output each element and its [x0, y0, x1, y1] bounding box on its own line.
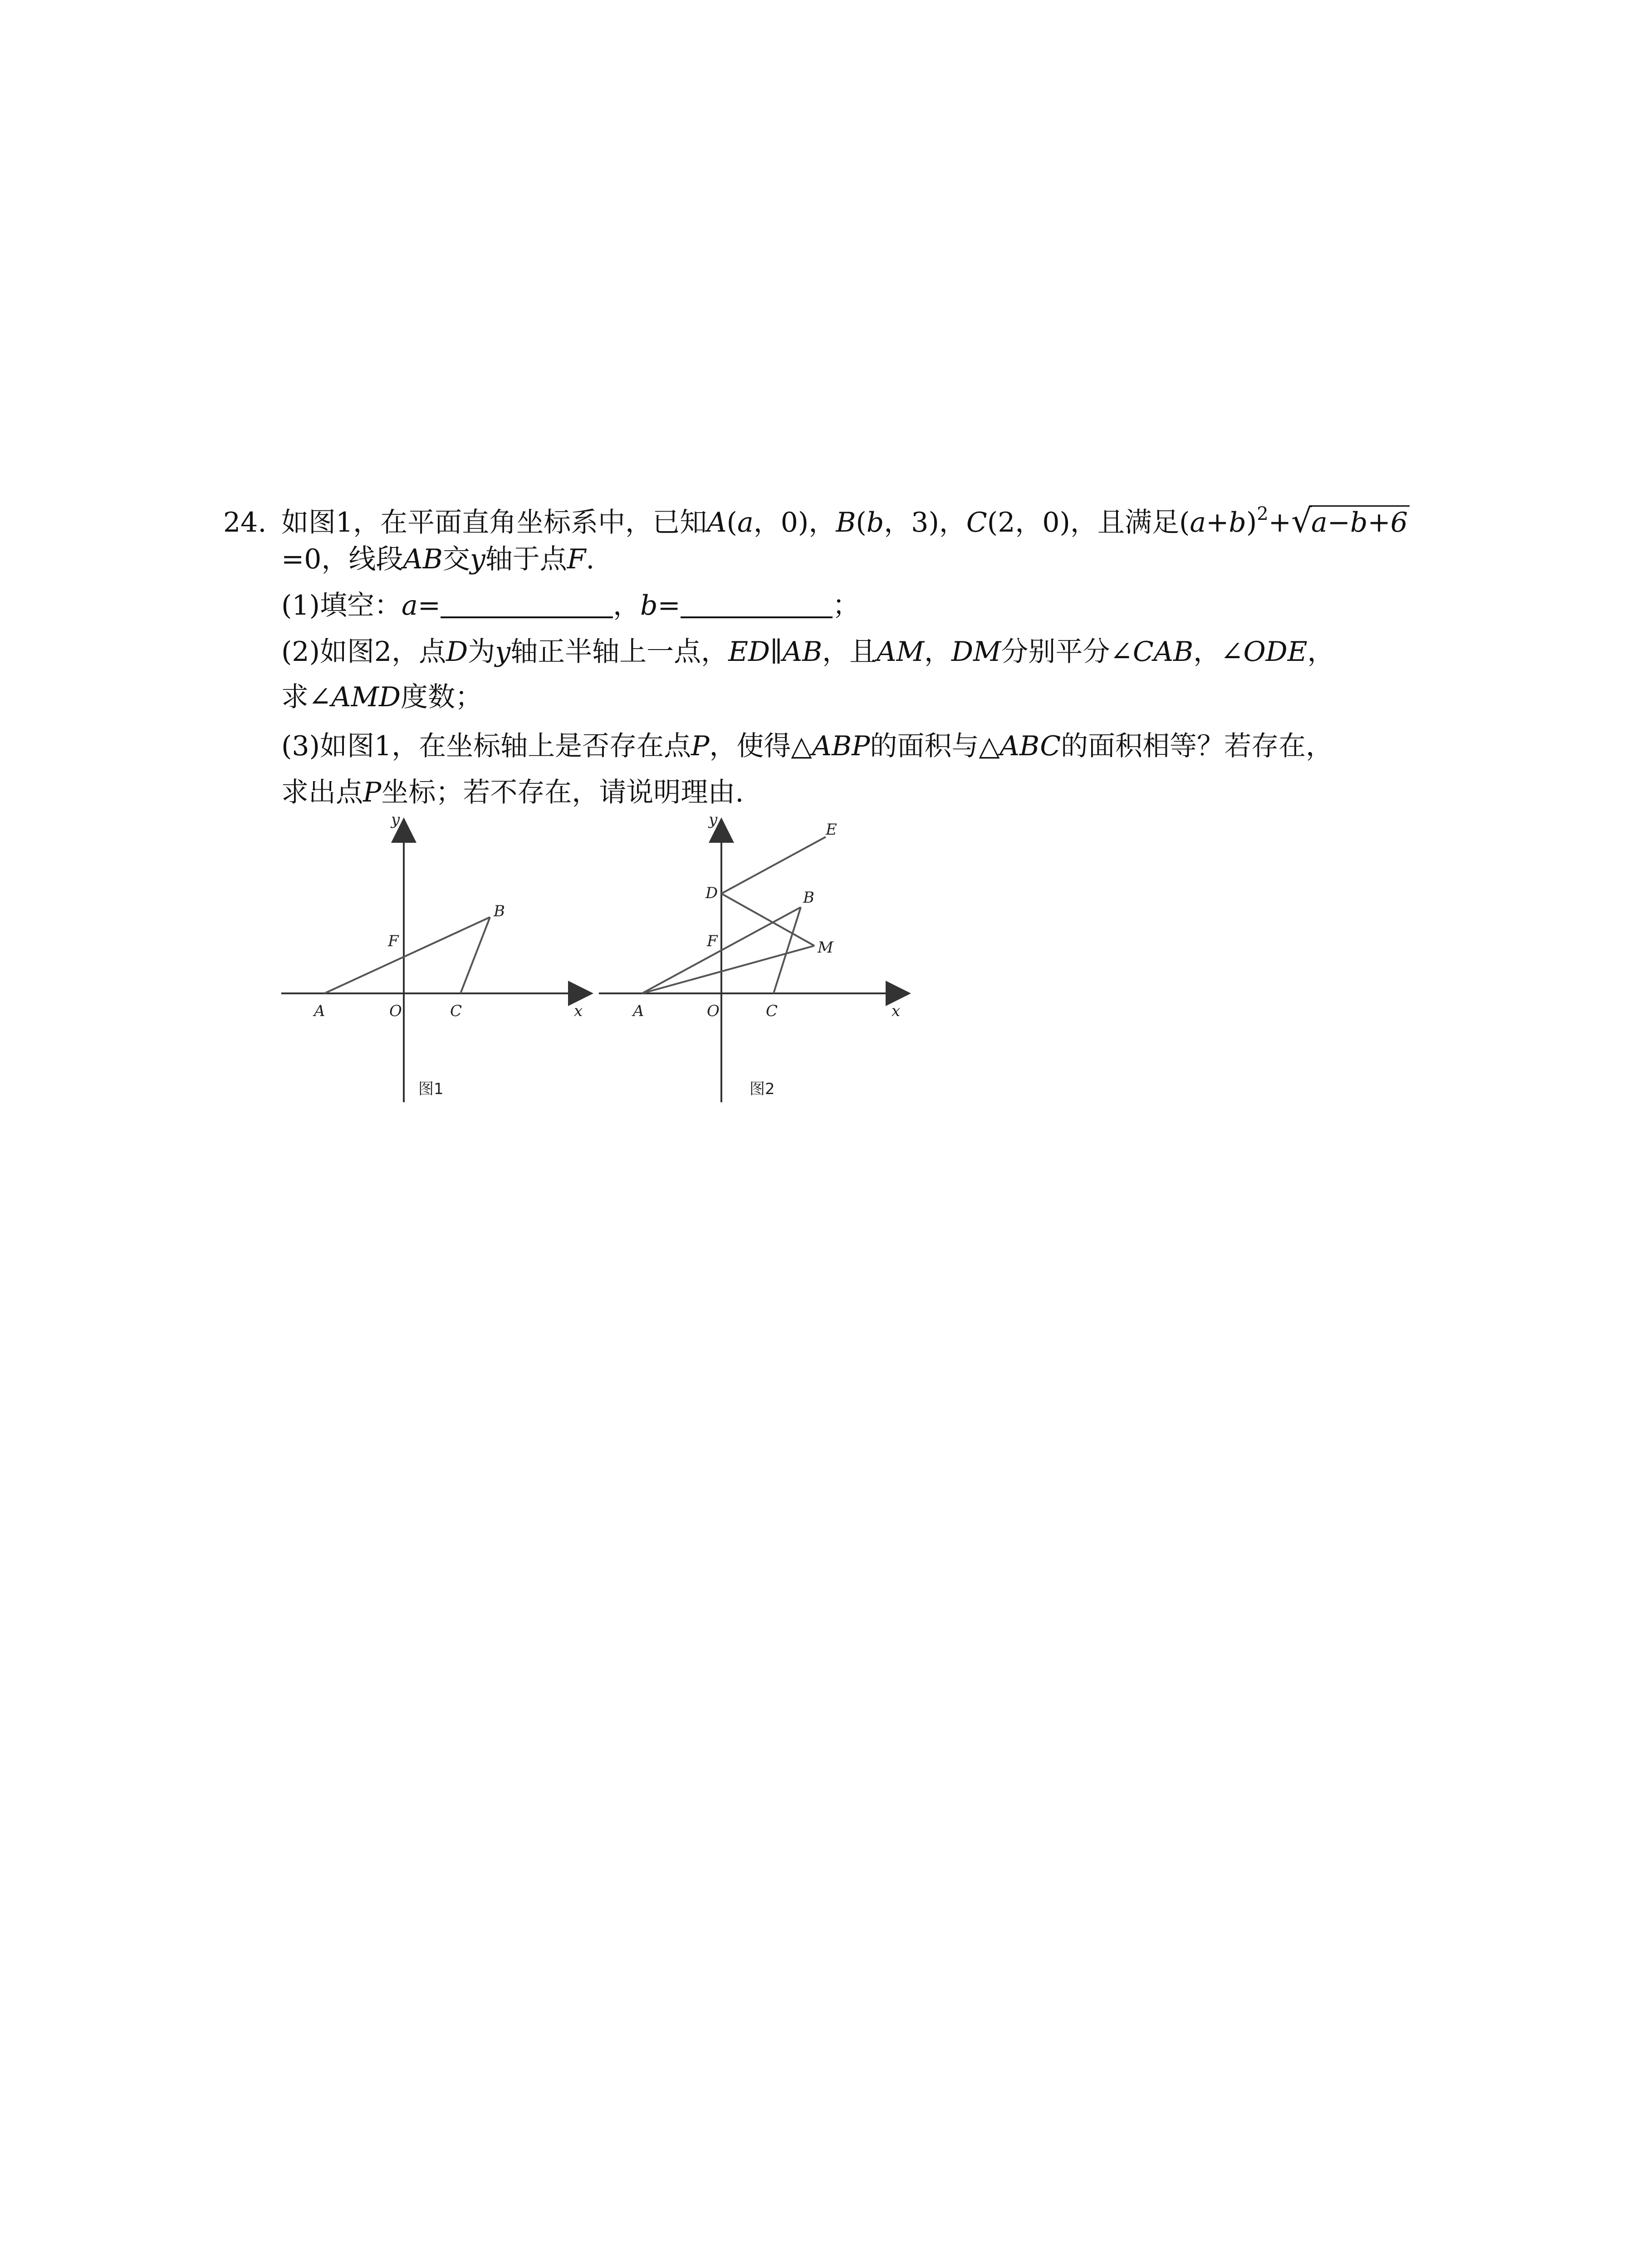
segment-dm: [721, 894, 814, 946]
part-3-line-1: [281, 726, 1333, 767]
text: ，使得△: [709, 730, 812, 762]
text: (2，0)，且满足(: [987, 507, 1190, 538]
point-label: P: [691, 730, 710, 762]
label-f: F: [707, 932, 718, 950]
sqrt-content: a−b+6: [1309, 505, 1410, 538]
text: 坐标；若不存在，请说明理由.: [381, 777, 744, 808]
text: ，: [924, 636, 951, 668]
point-label: B: [836, 507, 856, 538]
text: +: [1206, 507, 1229, 538]
exponent: 2: [1257, 503, 1269, 524]
text: 为: [468, 636, 495, 668]
text: ，且: [822, 636, 877, 668]
point-label: D: [446, 636, 468, 668]
sqrt-expression: [1291, 502, 1410, 543]
label-b: B: [803, 889, 814, 907]
var: a: [1190, 507, 1206, 538]
text: 轴于点: [485, 543, 567, 575]
figure-1: [272, 812, 599, 1113]
var: y: [495, 636, 511, 668]
point-label: F: [567, 543, 586, 575]
var: a: [737, 507, 754, 538]
text: 求∠: [281, 681, 332, 713]
question-line-1: [223, 494, 1410, 543]
figure-2: [590, 812, 916, 1113]
text: 求出点: [281, 777, 363, 808]
label-f: F: [388, 932, 399, 950]
label-a: A: [633, 1002, 644, 1020]
var: b: [866, 507, 884, 538]
text: (: [856, 507, 867, 538]
text: (3)如图1，在坐标轴上是否存在点: [281, 730, 691, 762]
segment-label: AM: [877, 636, 924, 668]
segment-label: DM: [951, 636, 1001, 668]
label-m: M: [818, 938, 833, 957]
label-a: A: [314, 1002, 325, 1020]
figure-2-caption: 图2: [749, 1080, 775, 1098]
question-number: 24.: [223, 507, 267, 538]
triangle-label: ABP: [812, 730, 870, 762]
text: ，: [613, 590, 641, 621]
figure-1-caption: 图1: [418, 1080, 444, 1098]
var: b: [1229, 507, 1246, 538]
var: y: [470, 543, 485, 575]
parallel-expr: ED∥AB: [728, 636, 823, 668]
text: 轴正半轴上一点，: [510, 636, 729, 668]
label-x: x: [892, 1002, 901, 1020]
angle-label: AMD: [331, 681, 401, 713]
angle-label: CAB: [1132, 636, 1194, 668]
part-3-line-2: [281, 772, 744, 813]
text: (2)如图2，点: [281, 636, 446, 668]
label-b: B: [494, 902, 505, 920]
label-e: E: [826, 821, 837, 839]
text: ，∠: [1193, 636, 1244, 668]
label-o: O: [707, 1002, 720, 1020]
answer-blank-b[interactable]: [681, 588, 833, 618]
answer-blank-a[interactable]: [441, 588, 613, 618]
question-line-2: [281, 539, 595, 580]
text: 的面积相等？若存在，: [1061, 730, 1333, 762]
point-label: A: [707, 507, 727, 538]
text: .: [586, 543, 595, 575]
figure-2-svg: [590, 812, 916, 1111]
label-o: O: [389, 1002, 402, 1020]
text: =: [657, 590, 681, 621]
part-2-line-1: [281, 631, 1335, 672]
text: ): [1246, 507, 1257, 538]
label-x: x: [574, 1002, 583, 1020]
text: =0，线段: [281, 543, 403, 575]
text: +: [1268, 507, 1291, 538]
figure-1-svg: [272, 812, 599, 1111]
radical-sign: √: [1291, 502, 1312, 540]
label-c: C: [766, 1002, 778, 1020]
label-d: D: [705, 884, 718, 902]
point-label: C: [966, 507, 987, 538]
text: (: [726, 507, 737, 538]
point-label: P: [363, 777, 382, 808]
triangle-label: ABC: [999, 730, 1061, 762]
text: 分别平分∠: [1001, 636, 1133, 668]
var: a: [402, 590, 418, 621]
label-y: y: [709, 811, 718, 829]
text: ，: [1307, 636, 1335, 668]
text: (1)填空：: [281, 590, 402, 621]
part-1: [281, 585, 860, 626]
text: 交: [442, 543, 470, 575]
text: 如图1，在平面直角坐标系中，已知: [281, 507, 707, 538]
text: ；: [832, 590, 860, 621]
text: =: [417, 590, 441, 621]
segment-am: [642, 946, 814, 993]
angle-label: ODE: [1243, 636, 1308, 668]
var: b: [640, 590, 658, 621]
text: 度数；: [401, 681, 483, 713]
label-c: C: [450, 1002, 462, 1020]
text: ，3)，: [884, 507, 966, 538]
segment-label: AB: [403, 543, 443, 575]
label-y: y: [391, 811, 400, 829]
text: 的面积与△: [870, 730, 1000, 762]
part-2-line-2: [281, 677, 482, 718]
text: ，0)，: [753, 507, 836, 538]
ray-de: [721, 837, 826, 894]
